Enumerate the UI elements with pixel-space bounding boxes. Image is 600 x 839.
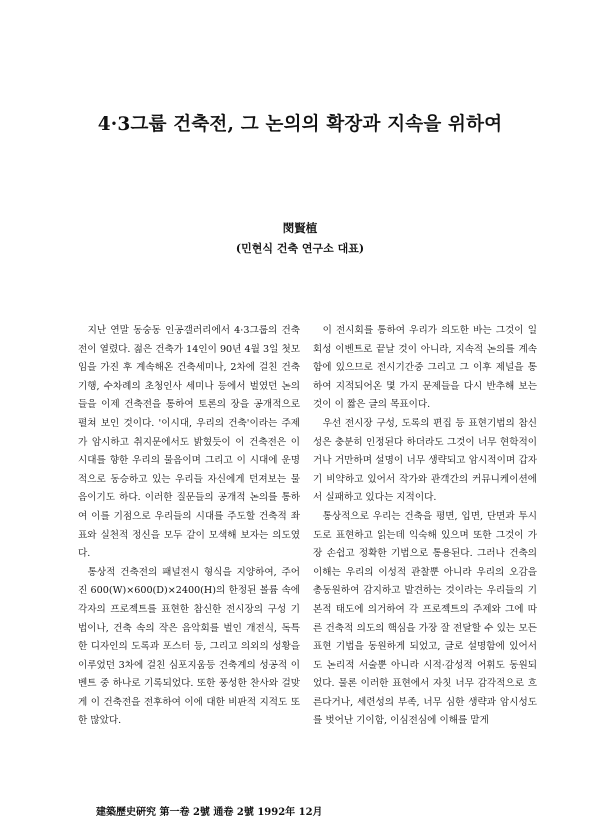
paragraph: 통상적 건축전의 패널전시 형식을 지양하여, 주어진 600(W)×600(D)×2400(H)의 한정된 볼륨 속에 각자의 프로젝트를 표현한 참신한 전시장의 구성 기법이나, 건축 속의 작은 음악회를 벌인 개전식, 독특한 디자인의 도록과 포스터 등, 그리고 의외의 성황을 이루었던 3차에 걸친 심포지움등 건축계의 성공적 이벤트 중 하나로 기록되었다. 또한 풍성한 찬사와 걸맞게 이 건축전을 전후하여 이에 대한 비판적 지적도 또한 많았다. — [78, 566, 300, 727]
paragraph: 이 전시회를 통하여 우리가 의도한 바는 그것이 일회성 이벤트로 끝날 것이 아니라, 지속적 논의를 계속함에 있으므로 전시기간중 그리고 그 이후 제널을 통하여 지적되어온 몇 가지 문제들을 다시 반추해 보는 것이 이 짧은 글의 목표이다. — [313, 325, 537, 411]
paragraph: 지난 연말 동숭동 인공갤러리에서 4·3그룹의 건축전이 열렸다. 젊은 건축가 14인이 90년 4월 3일 첫모임을 가진 후 계속해온 건축세미나, 2차에 걸친 건축기행, 수차례의 초청인사 세미나 등에서 벌였던 논의들을 이제 건축전을 통하여 토론의 장을 공개적으로 펼쳐 보인 것이다. '이시대, 우리의 건축'이라는 주제가 암시하고 취지문에서도 밝혔듯이 이 건축전은 이시대를 향한 우리의 물음이며 그리고 이 시대에 운명적으로 동승하고 있는 우리들 자신에게 던져보는 물음이기도 하다. 이러한 질문들의 공개적 논의를 통하여 이를 기점으로 우리들의 시대를 주도할 건축적 좌표와 실천적 정신을 모두 같이 모색해 보자는 의도였다. — [78, 325, 300, 560]
left-column — [78, 322, 300, 731]
paragraph: 우선 전시장 구성, 도록의 편집 등 표현기법의 참신성은 충분히 인정된다 하더라도 그것이 너무 현학적이거나 거만하며 설명이 너무 생략되고 암시적이며 갑자기 비약하고 있어서 작가와 관객간의 커뮤니케이션에서 실패하고 있다는 지적이다. — [313, 417, 537, 504]
paragraph: 통상적으로 우리는 건축을 평면, 입면, 단면과 투시도로 표현하고 읽는데 익숙해 있으며 또한 그것이 가장 손쉽고 정확한 기법으로 통용된다. 그러나 건축의 이해는 우리의 이성적 관찰뿐 아니라 우리의 오감을 총동원하여 감지하고 발견하는 것이라는 우리들의 기본적 태도에 의거하여 각 프로젝트의 주제와 그에 따른 건축적 의도의 핵심을 가장 잘 전달할 수 있는 모든 표현 기법을 동원하게 되었고, 글로 설명함에 있어서도 논리적 서술뿐 아니라 시적·감성적 어휘도 동원되었다. 물론 이러한 표현에서 자칫 너무 감각적으로 흐른다거나, 세련성의 부족, 너무 심한 생략과 암시성도를 벗어난 기이함, 이심전심에 이해를 맡게 — [313, 510, 537, 727]
author-name: 閔賢植 — [282, 221, 318, 235]
article-title: 4·3그룹 건축전, 그 논의의 확장과 지속을 위하여 — [97, 114, 503, 136]
right-column — [313, 322, 537, 731]
author-affiliation: (민현식 건축 연구소 대표) — [235, 242, 365, 255]
journal-footer: 建築歷史硏究 第一卷 2號 通卷 2號 1992年 12月 — [96, 807, 323, 818]
